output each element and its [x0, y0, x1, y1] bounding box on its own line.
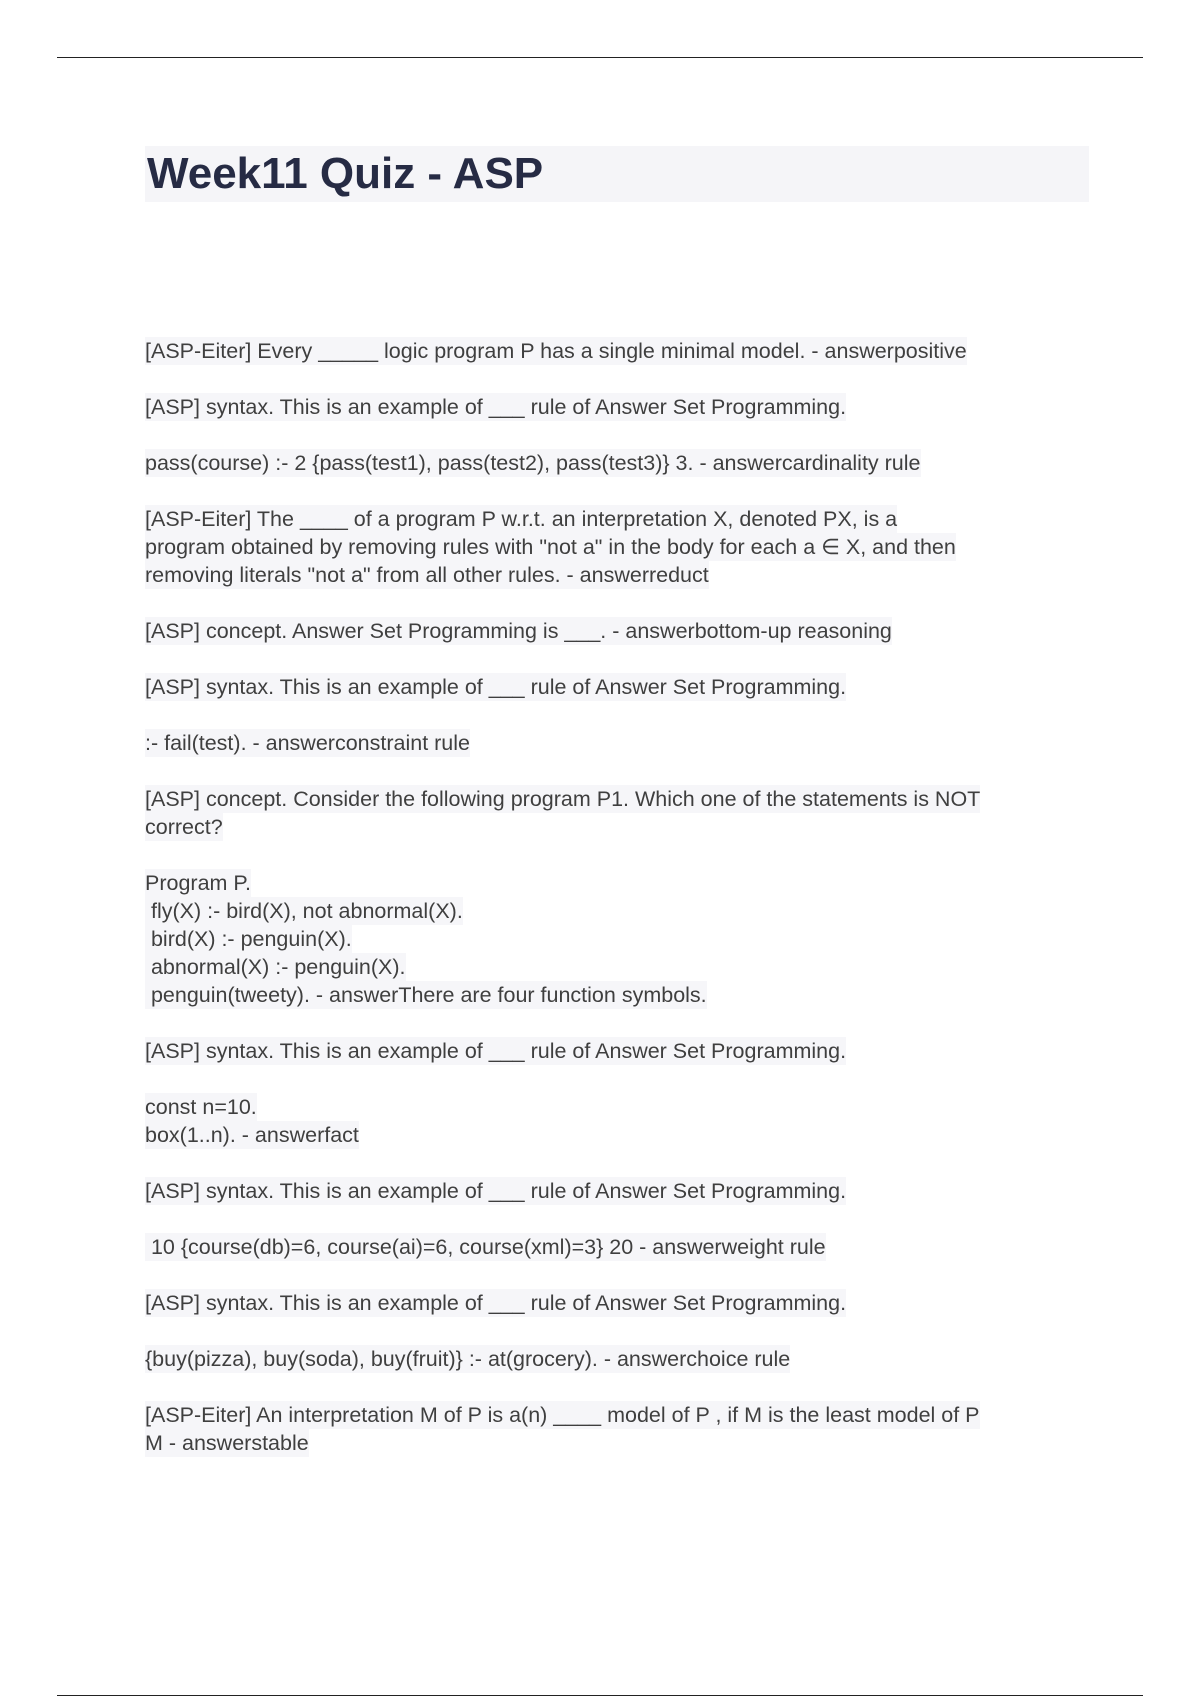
quiz-item-line — [145, 897, 1095, 925]
quiz-item-text: [ASP-Eiter] Every _____ logic program P has a single minimal model. - answerpositive — [145, 339, 967, 363]
quiz-item-line — [145, 393, 1095, 421]
quiz-item-text: box(1..n). - answerfact — [145, 1123, 359, 1147]
quiz-item-line — [145, 729, 1095, 757]
quiz-item-text: [ASP] concept. Answer Set Programming is ___. - answerbottom-up reasoning — [145, 619, 892, 643]
quiz-item-text: abnormal(X) :- penguin(X). — [145, 955, 406, 979]
quiz-item-text: [ASP] syntax. This is an example of ___ rule of Answer Set Programming. — [145, 675, 847, 699]
quiz-item-line — [145, 1233, 1095, 1261]
quiz-item-text: Program P. — [145, 871, 251, 895]
quiz-item-line — [145, 533, 1095, 561]
quiz-item-line — [145, 1177, 1095, 1205]
quiz-item-line — [145, 981, 1095, 1009]
quiz-item — [145, 1233, 1095, 1261]
quiz-item-line — [145, 1289, 1095, 1317]
quiz-content — [145, 337, 1095, 1485]
quiz-item — [145, 869, 1095, 1009]
quiz-item — [145, 1401, 1095, 1457]
quiz-item-text: penguin(tweety). - answerThere are four function symbols. — [145, 983, 707, 1007]
quiz-item — [145, 1177, 1095, 1205]
quiz-item-text: [ASP] concept. Consider the following program P1. Which one of the statements is NOT — [145, 787, 981, 811]
quiz-item-line — [145, 813, 1095, 841]
quiz-item-text: fly(X) :- bird(X), not abnormal(X). — [145, 899, 463, 923]
quiz-item — [145, 617, 1095, 645]
quiz-item-text: :- fail(test). - answerconstraint rule — [145, 731, 470, 755]
quiz-item — [145, 505, 1095, 589]
quiz-item-text: const n=10. — [145, 1095, 257, 1119]
quiz-item-line — [145, 1401, 1095, 1429]
quiz-item — [145, 1345, 1095, 1373]
quiz-item — [145, 673, 1095, 701]
quiz-item — [145, 1037, 1095, 1065]
quiz-item-text: [ASP-Eiter] The ____ of a program P w.r.t. an interpretation X, denoted PX, is a — [145, 507, 898, 531]
quiz-item — [145, 729, 1095, 757]
quiz-item-text: [ASP] syntax. This is an example of ___ rule of Answer Set Programming. — [145, 395, 847, 419]
quiz-item-text: M - answerstable — [145, 1431, 309, 1455]
quiz-item-text: removing literals "not a" from all other rules. - answerreduct — [145, 563, 709, 587]
quiz-item — [145, 393, 1095, 421]
quiz-item-text: [ASP] syntax. This is an example of ___ rule of Answer Set Programming. — [145, 1179, 847, 1203]
quiz-item — [145, 1289, 1095, 1317]
quiz-item-text: pass(course) :- 2 {pass(test1), pass(test2), pass(test3)} 3. - answercardinality rule — [145, 451, 921, 475]
quiz-item-text: program obtained by removing rules with "not a" in the body for each a ∈ X, and then — [145, 535, 956, 559]
quiz-item-line — [145, 1121, 1095, 1149]
bottom-rule — [57, 1695, 1143, 1696]
quiz-item-line — [145, 925, 1095, 953]
quiz-item-line — [145, 1345, 1095, 1373]
quiz-item-text: [ASP-Eiter] An interpretation M of P is a(n) ____ model of P , if M is the least model of P — [145, 1403, 980, 1427]
top-rule — [57, 57, 1143, 58]
quiz-item — [145, 337, 1095, 365]
quiz-item-line — [145, 1429, 1095, 1457]
quiz-item-line — [145, 449, 1095, 477]
quiz-item-line — [145, 1093, 1095, 1121]
quiz-item-text: bird(X) :- penguin(X). — [145, 927, 352, 951]
quiz-item-line — [145, 617, 1095, 645]
quiz-item-line — [145, 337, 1095, 365]
quiz-item — [145, 1093, 1095, 1149]
quiz-item-text: {buy(pizza), buy(soda), buy(fruit)} :- at(grocery). - answerchoice rule — [145, 1347, 791, 1371]
quiz-item — [145, 785, 1095, 841]
quiz-item-text: [ASP] syntax. This is an example of ___ rule of Answer Set Programming. — [145, 1291, 847, 1315]
quiz-item-line — [145, 505, 1095, 533]
quiz-item-line — [145, 869, 1095, 897]
quiz-item-text: [ASP] syntax. This is an example of ___ rule of Answer Set Programming. — [145, 1039, 847, 1063]
quiz-item-line — [145, 1037, 1095, 1065]
quiz-item-line — [145, 785, 1095, 813]
quiz-item-line — [145, 673, 1095, 701]
quiz-item-line — [145, 953, 1095, 981]
quiz-item-text: 10 {course(db)=6, course(ai)=6, course(xml)=3} 20 - answerweight rule — [145, 1235, 826, 1259]
quiz-item — [145, 449, 1095, 477]
quiz-item-text: correct? — [145, 815, 223, 839]
page-title: Week11 Quiz - ASP — [145, 146, 1089, 202]
quiz-item-line — [145, 561, 1095, 589]
